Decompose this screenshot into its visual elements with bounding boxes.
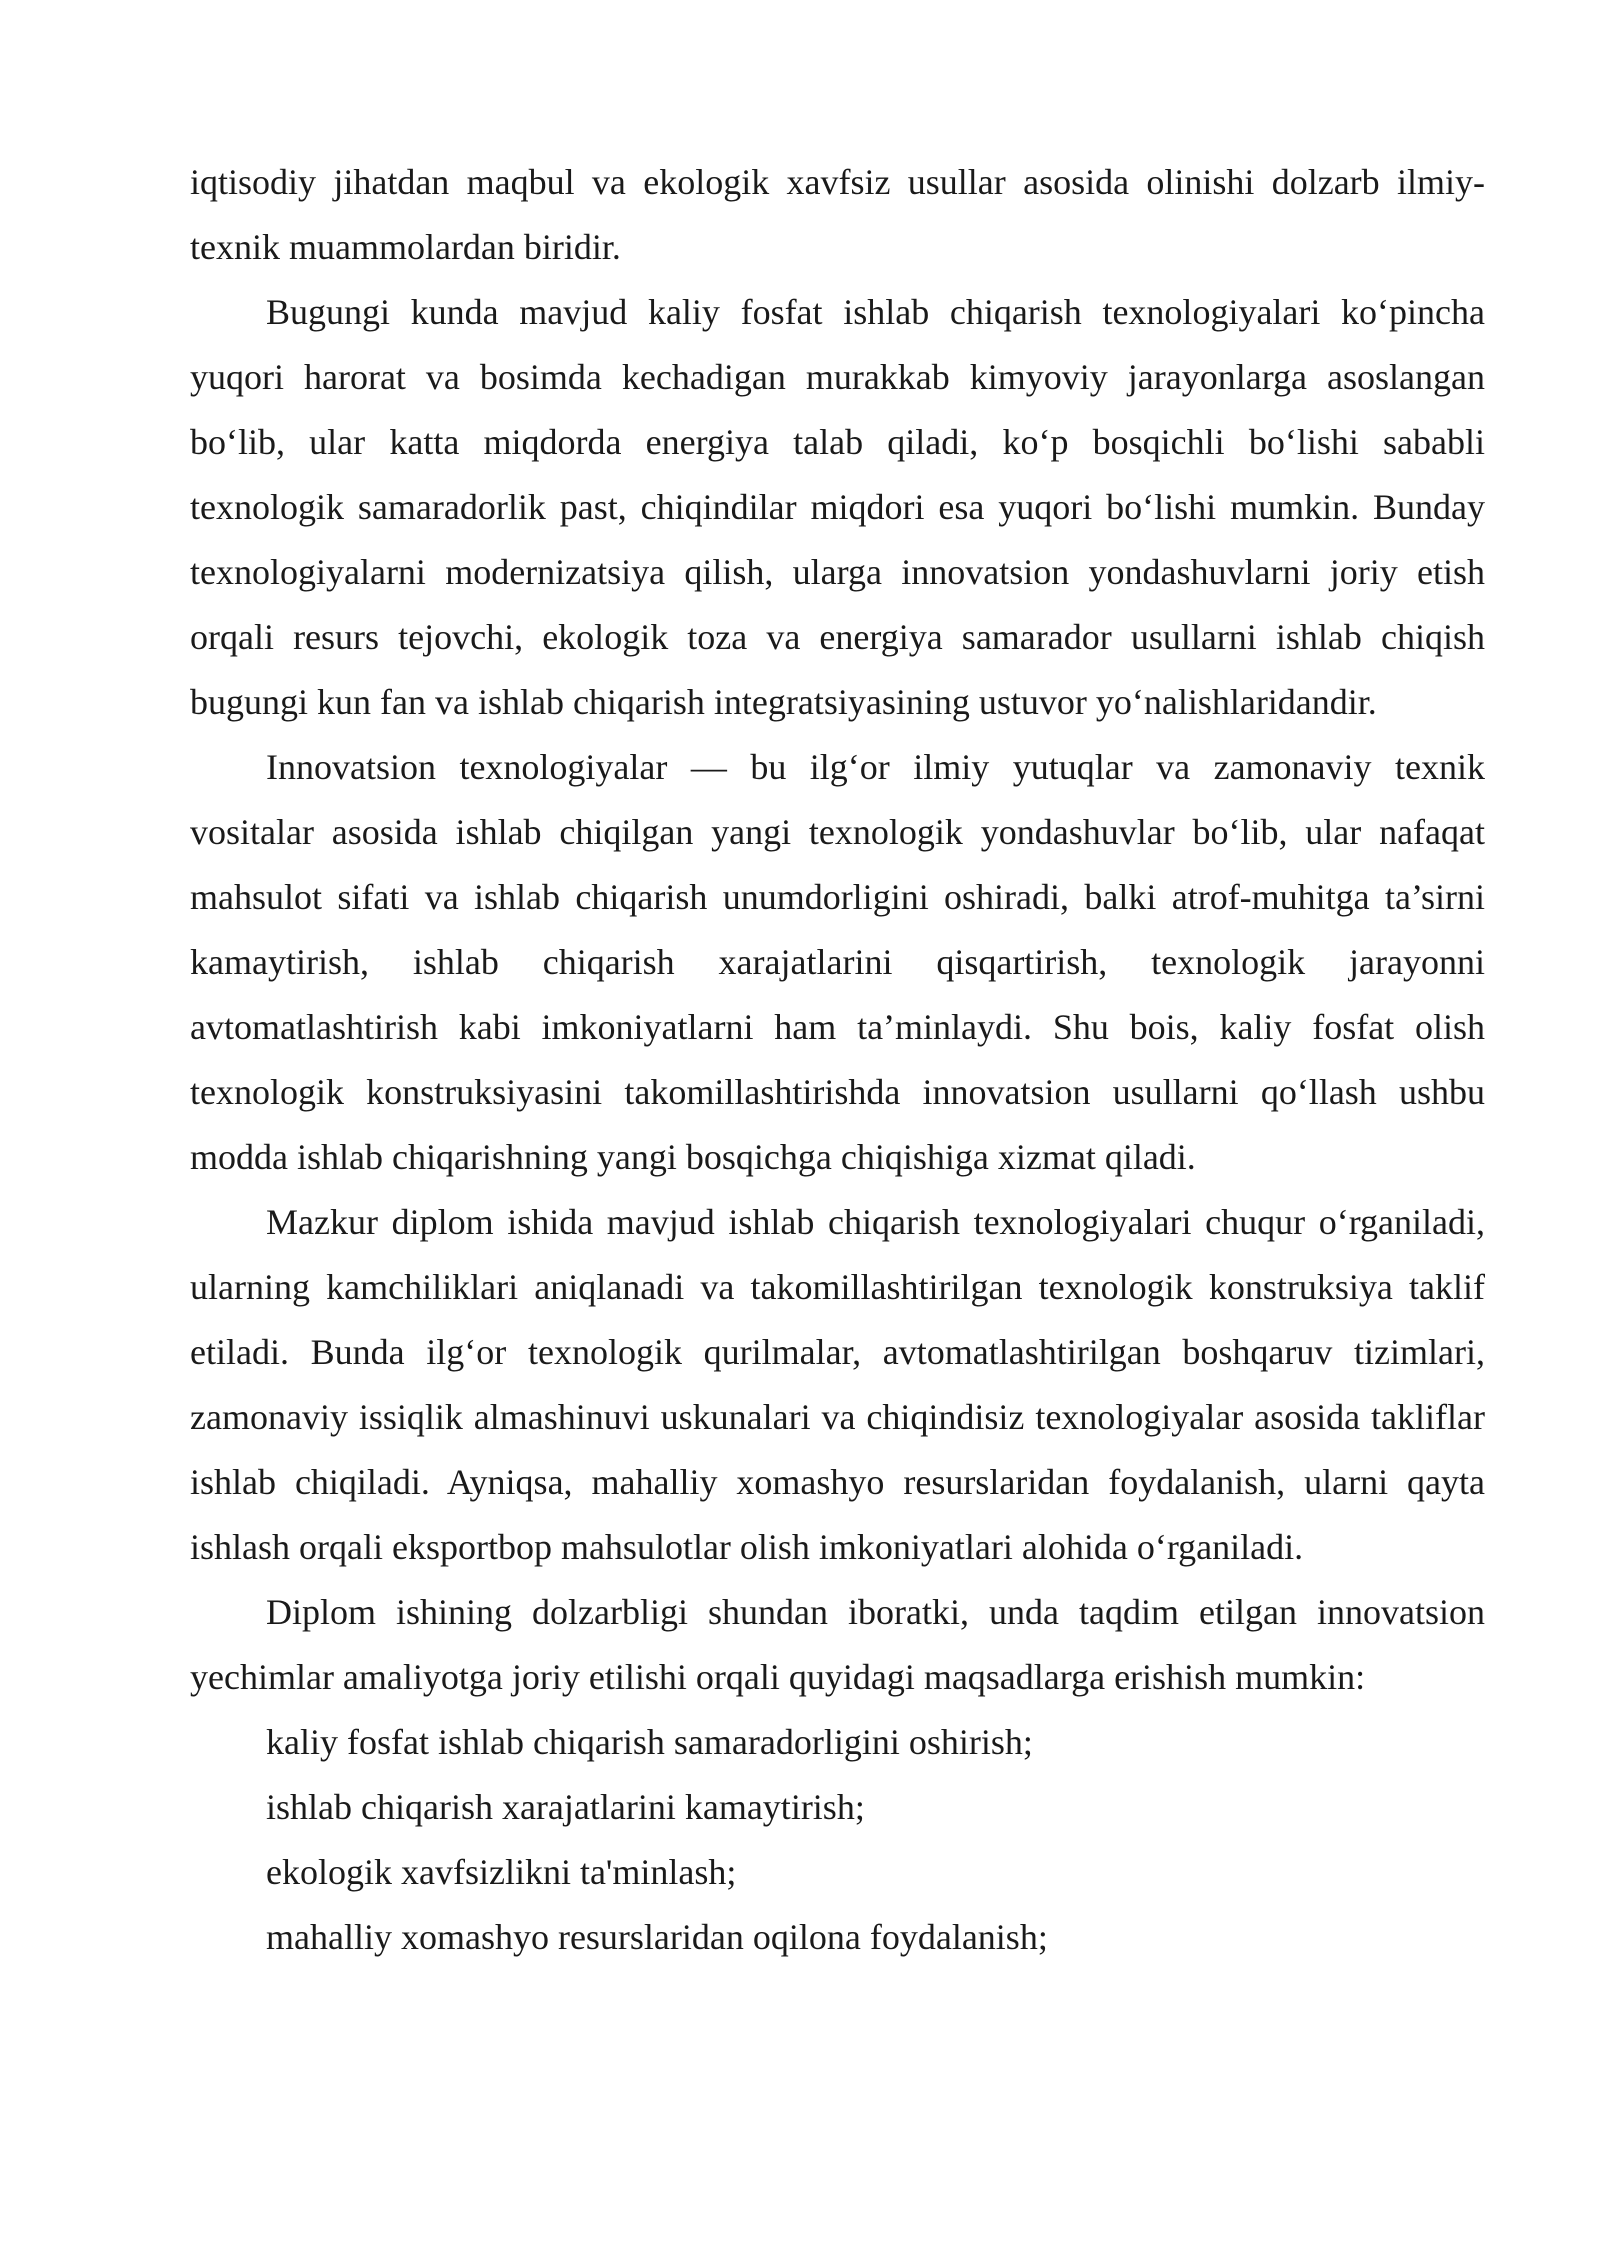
list-item: mahalliy xomashyo resurslaridan oqilona foydalanish; (266, 1917, 1048, 1957)
paragraph-current-technologies: Bugungi kunda mavjud kaliy fosfat ishlab chiqarish texnologiyalari ko‘pincha yuqori harorat va bosimda kechadigan murakkab kimyoviy jarayonlarga asoslangan bo‘lib, ular katta miqdorda energiya talab qiladi, ko‘p bosqichli bo‘lishi sababli texnologik samaradorlik past, chiqindilar miqdori esa yuqori bo‘lishi mumkin. Bunday texnologiyalarni modernizatsiya qilish, ularga innovatsion yondashuvlarni joriy etish orqali resurs tejovchi, ekologik toza va energiya samarador usullarni ishlab chiqish bugungi kun fan va ishlab chiqarish integratsiyasining ustuvor yo‘nalishlaridandir. (190, 292, 1485, 722)
paragraph-diploma-work: Mazkur diplom ishida mavjud ishlab chiqarish texnologiyalari chuqur o‘rganiladi, ularning kamchiliklari aniqlanadi va takomillashtirilgan texnologik konstruksiya taklif etiladi. Bunda ilg‘or texnologik qurilmalar, avtomatlashtirilgan boshqaruv tizimlari, zamonaviy issiqlik almashinuvi uskunalari va chiqindisiz texnologiyalar asosida takliflar ishlab chiqiladi. Ayniqsa, mahalliy xomashyo resurslaridan foydalanish, ularni qayta ishlash orqali eksportbop mahsulotlar olish imkoniyatlari alohida o‘rganiladi. (190, 1202, 1485, 1567)
document-page (190, 150, 1485, 1970)
list-item: ishlab chiqarish xarajatlarini kamaytirish; (266, 1787, 865, 1827)
list-item: kaliy fosfat ishlab chiqarish samaradorligini oshirish; (266, 1722, 1033, 1762)
goals-list (190, 1710, 1485, 1970)
paragraph-relevance: Diplom ishining dolzarbligi shundan iboratki, unda taqdim etilgan innovatsion yechimlar amaliyotga joriy etilishi orqali quyidagi maqsadlarga erishish mumkin: (190, 1592, 1485, 1697)
list-item: ekologik xavfsizlikni ta'minlash; (266, 1852, 737, 1892)
paragraph-innovative-technologies: Innovatsion texnologiyalar — bu ilg‘or ilmiy yutuqlar va zamonaviy texnik vositalar asosida ishlab chiqilgan yangi texnologik yondashuvlar bo‘lib, ular nafaqat mahsulot sifati va ishlab chiqarish unumdorligini oshiradi, balki atrof-muhitga ta’sirni kamaytirish, ishlab chiqarish xarajatlarini qisqartirish, texnologik jarayonni avtomatlashtirish kabi imkoniyatlarni ham ta’minlaydi. Shu bois, kaliy fosfat olish texnologik konstruksiyasini takomillashtirishda innovatsion usullarni qo‘llash ushbu modda ishlab chiqarishning yangi bosqichga chiqishiga xizmat qiladi. (190, 747, 1485, 1177)
paragraph-continuation: iqtisodiy jihatdan maqbul va ekologik xavfsiz usullar asosida olinishi dolzarb ilmiy-texnik muammolardan biridir. (190, 162, 1485, 267)
